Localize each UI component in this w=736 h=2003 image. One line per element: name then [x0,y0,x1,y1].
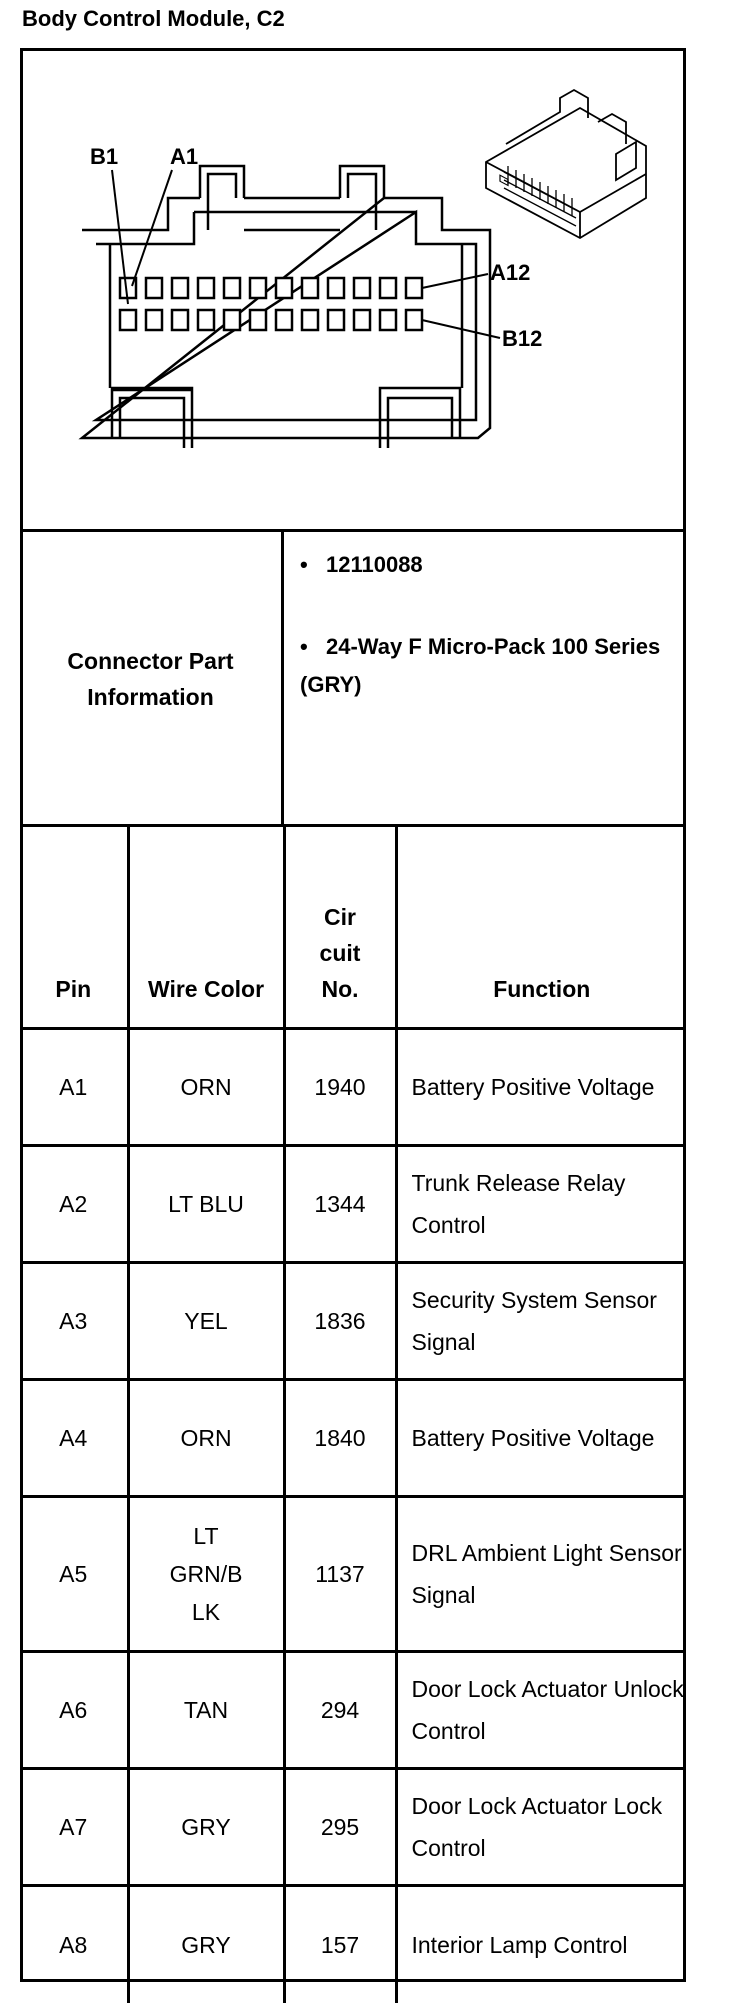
function-cell: Battery Positive Voltage [396,1029,686,1146]
function-cell: DRL Ambient Light Sensor Signal [396,1497,686,1652]
connector-diagram [20,48,686,532]
wire-color-cell: ORN [128,1029,284,1146]
pin-cell: A5 [20,1497,128,1652]
pin-cell: A8 [20,1886,128,2003]
circuit-cell: 294 [284,1652,396,1769]
header-function: Function [396,826,686,1029]
function-cell: Battery Positive Voltage [396,1380,686,1497]
circuit-cell: 295 [284,1769,396,1886]
part-description-item [300,628,686,704]
table-row [20,1380,686,1497]
part-description: 24-Way F Micro-Pack 100 Series (GRY) [300,634,661,697]
table-row [20,1886,686,2003]
table-row [20,1497,686,1652]
table-row [20,1263,686,1380]
table-row [20,1029,686,1146]
pin-cell: A6 [20,1652,128,1769]
function-cell: Door Lock Actuator Unlock Control [396,1652,686,1769]
table-row [20,1652,686,1769]
pin-cell: A1 [20,1029,128,1146]
label-a1: A1 [170,144,199,169]
function-cell: Interior Lamp Control [396,1886,686,2003]
table-row [20,1769,686,1886]
label-a12: A12 [490,260,531,285]
table-row [20,1146,686,1263]
page-title: Body Control Module, C2 [22,6,285,31]
wire-color-cell: ORN [128,1380,284,1497]
wire-color-cell: YEL [128,1263,284,1380]
part-number-item [300,552,423,578]
circuit-cell: 1344 [284,1146,396,1263]
circuit-cell: 1940 [284,1029,396,1146]
bullet-icon: • [300,634,308,659]
pin-table [20,824,686,2003]
header-wire-color: Wire Color [128,826,284,1029]
part-number: 12110088 [326,552,423,577]
wire-color-cell: LT BLU [128,1146,284,1263]
bullet-icon: • [300,552,308,577]
label-b1: B1 [90,144,119,169]
circuit-cell: 1137 [284,1497,396,1652]
connector-part-label: Connector Part Information [20,532,284,826]
wire-color-cell: LT GRN/B LK [128,1497,284,1652]
pin-cell: A7 [20,1769,128,1886]
pin-cell: A3 [20,1263,128,1380]
function-cell: Door Lock Actuator Lock Control [396,1769,686,1886]
wire-color-cell: GRY [128,1769,284,1886]
label-b12: B12 [502,326,543,351]
header-circuit: Cir cuit No. [284,826,396,1029]
wire-color-cell: TAN [128,1652,284,1769]
circuit-cell: 1836 [284,1263,396,1380]
circuit-cell: 1840 [284,1380,396,1497]
connector-part-details [284,532,686,826]
function-cell: Trunk Release Relay Control [396,1146,686,1263]
wire-color-cell: GRY [128,1886,284,2003]
function-cell: Security System Sensor Signal [396,1263,686,1380]
connector-isometric-icon [486,90,646,238]
connector-part-info-row [20,529,686,826]
pin-cell: A4 [20,1380,128,1497]
pin-cell: A2 [20,1146,128,1263]
header-pin: Pin [20,826,128,1029]
circuit-cell: 157 [284,1886,396,2003]
